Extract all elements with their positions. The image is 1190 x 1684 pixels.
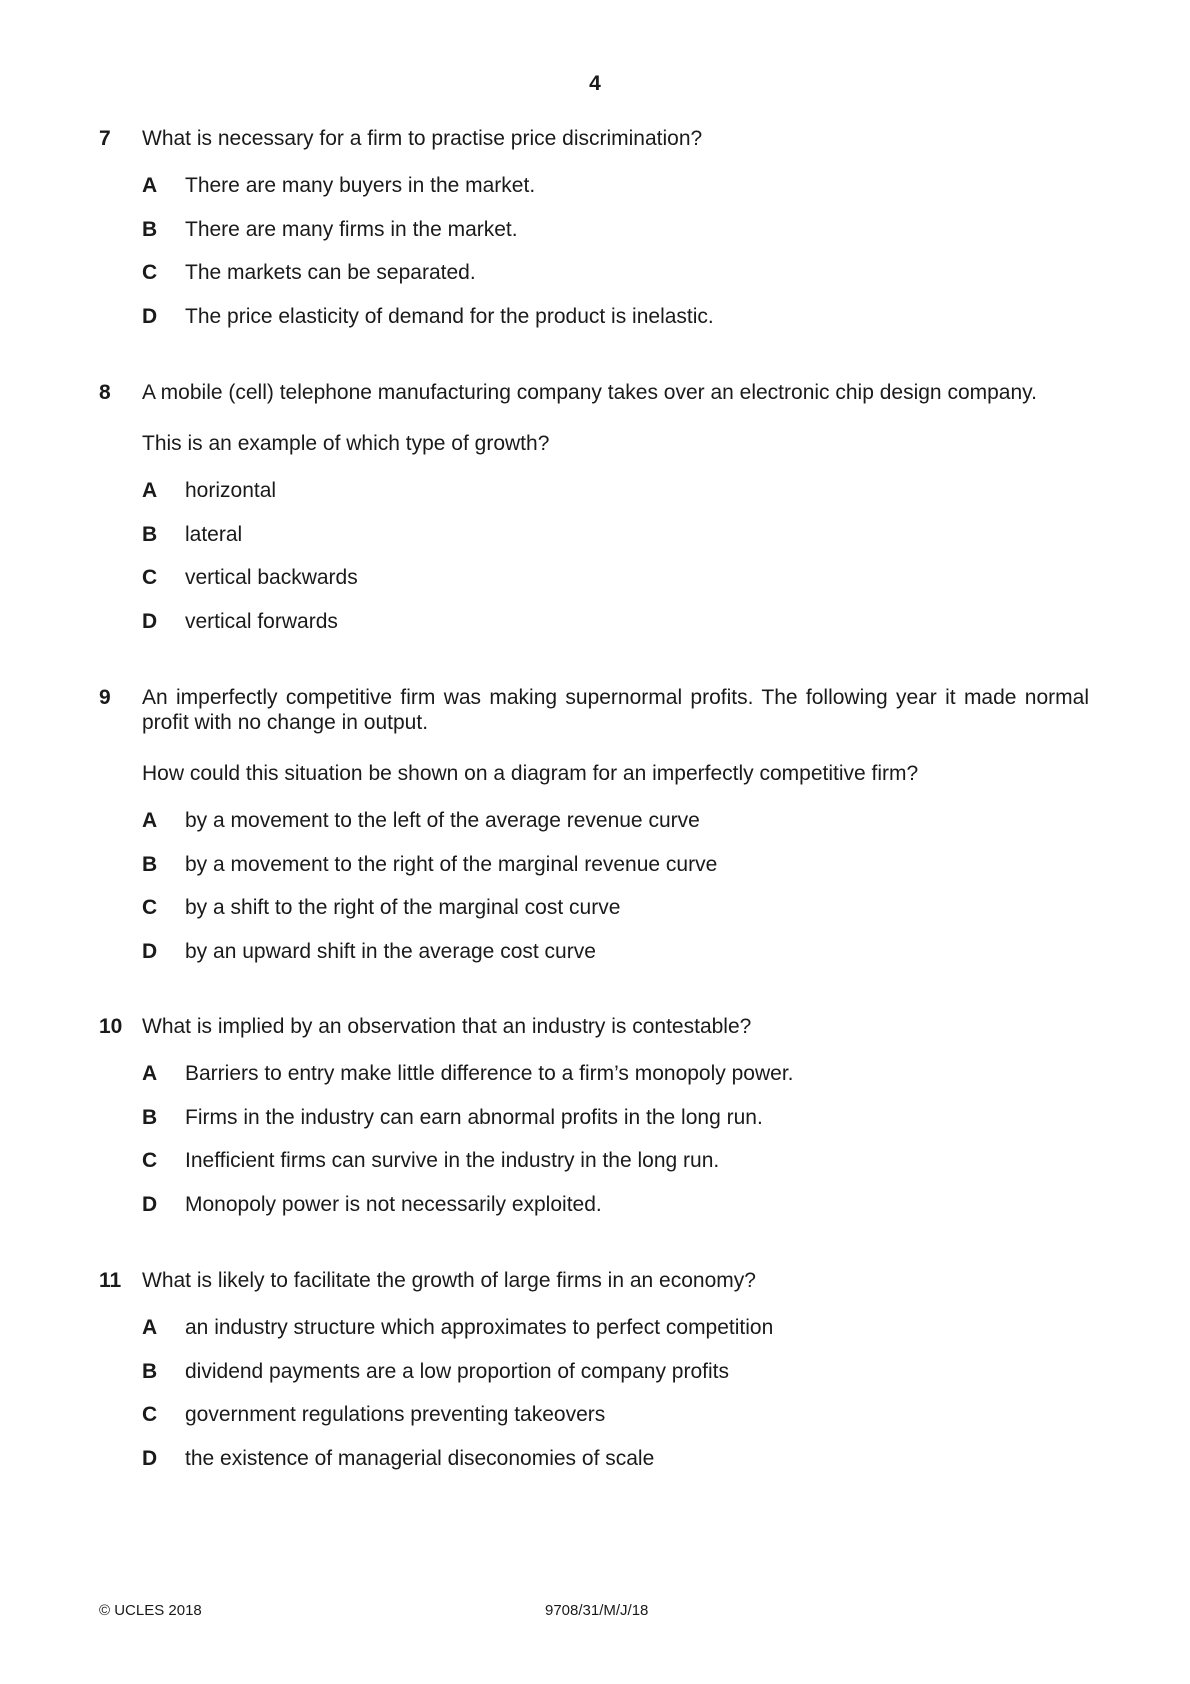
option-text: vertical backwards — [185, 566, 358, 589]
option-text: government regulations preventing takeovers — [185, 1403, 606, 1426]
option-text: by an upward shift in the average cost curve — [185, 939, 596, 963]
option-text: lateral — [185, 522, 243, 546]
option-letter: B — [142, 217, 158, 241]
question-number: 8 — [99, 381, 111, 404]
option-b — [142, 522, 1089, 547]
option-text: There are many buyers in the market. — [185, 174, 536, 197]
option-text: Inefficient firms can survive in the industry in the long run. — [185, 1149, 720, 1172]
question-text: A mobile (cell) telephone manufacturing company takes over an electronic chip design company. — [142, 381, 1037, 404]
option-c — [142, 260, 1089, 285]
option-letter: D — [142, 1192, 158, 1216]
option-text: by a shift to the right of the marginal cost curve — [185, 896, 621, 919]
option-text: horizontal — [185, 479, 277, 502]
option-b — [142, 852, 1089, 877]
option-letter: B — [142, 522, 158, 546]
footer-paper-code: 9708/31/M/J/18 — [545, 1602, 649, 1619]
answer-options — [142, 1061, 1089, 1217]
option-letter: D — [142, 1446, 158, 1470]
question-text: What is implied by an observation that an industry is contestable? — [142, 1015, 752, 1038]
option-letter: C — [142, 896, 158, 919]
option-text: There are many firms in the market. — [185, 217, 518, 241]
option-text: Monopoly power is not necessarily exploited. — [185, 1192, 602, 1216]
question-number: 7 — [99, 127, 111, 150]
question-text: What is likely to facilitate the growth of large firms in an economy? — [142, 1269, 756, 1292]
question-subtext: This is an example of which type of growth? — [142, 432, 550, 455]
option-text: by a movement to the left of the average revenue curve — [185, 809, 700, 832]
question-10 — [99, 1014, 1089, 1235]
question-stem — [99, 1014, 1089, 1039]
option-a — [142, 478, 1089, 503]
option-b — [142, 1359, 1089, 1384]
option-letter: B — [142, 1105, 158, 1129]
question-9 — [99, 685, 1089, 982]
option-letter: A — [142, 1316, 158, 1339]
answer-options — [142, 1315, 1089, 1471]
option-a — [142, 1061, 1089, 1086]
option-letter: C — [142, 1403, 158, 1426]
option-letter: C — [142, 566, 158, 589]
option-letter: D — [142, 609, 158, 633]
option-letter: A — [142, 1062, 158, 1085]
question-stem — [99, 1268, 1089, 1293]
option-d — [142, 939, 1089, 964]
option-text: vertical forwards — [185, 609, 338, 633]
option-text: the existence of managerial diseconomies of scale — [185, 1446, 655, 1470]
option-letter: A — [142, 174, 158, 197]
question-number: 9 — [99, 686, 111, 709]
option-c — [142, 565, 1089, 590]
question-number: 10 — [99, 1015, 123, 1038]
option-b — [142, 217, 1089, 242]
option-d — [142, 1446, 1089, 1471]
page-number: 4 — [589, 72, 601, 95]
option-letter: C — [142, 1149, 158, 1172]
question-8 — [99, 380, 1089, 652]
option-b — [142, 1105, 1089, 1130]
question-text: What is necessary for a firm to practise price discrimination? — [142, 127, 703, 150]
option-text: The price elasticity of demand for the product is inelastic. — [185, 304, 714, 328]
option-letter: A — [142, 479, 158, 502]
option-c — [142, 1402, 1089, 1427]
option-a — [142, 808, 1089, 833]
option-text: The markets can be separated. — [185, 261, 476, 284]
question-stem — [99, 685, 1089, 735]
option-text: an industry structure which approximates to perfect competition — [185, 1316, 774, 1339]
option-d — [142, 304, 1089, 329]
option-letter: D — [142, 939, 158, 963]
option-d — [142, 1192, 1089, 1217]
question-number: 11 — [99, 1269, 122, 1292]
question-stem — [99, 126, 1089, 151]
question-text: An imperfectly competitive firm was making supernormal profits. The following year it made normal profit with no change in output. — [142, 686, 1089, 734]
option-letter: B — [142, 1359, 158, 1383]
question-7 — [99, 126, 1089, 347]
option-letter: A — [142, 809, 158, 832]
answer-options — [142, 808, 1089, 964]
question-stem — [99, 380, 1089, 405]
option-text: Firms in the industry can earn abnormal profits in the long run. — [185, 1105, 763, 1129]
option-text: Barriers to entry make little difference to a firm’s monopoly power. — [185, 1062, 794, 1085]
option-text: by a movement to the right of the marginal revenue curve — [185, 852, 718, 876]
option-text: dividend payments are a low proportion of company profits — [185, 1359, 729, 1383]
option-c — [142, 1148, 1089, 1173]
question-11 — [99, 1268, 1089, 1489]
option-a — [142, 1315, 1089, 1340]
option-letter: D — [142, 304, 158, 328]
question-subtext: How could this situation be shown on a diagram for an imperfectly competitive firm? — [142, 762, 919, 785]
option-letter: C — [142, 261, 158, 284]
answer-options — [142, 173, 1089, 329]
option-c — [142, 895, 1089, 920]
answer-options — [142, 478, 1089, 634]
option-letter: B — [142, 852, 158, 876]
option-d — [142, 609, 1089, 634]
option-a — [142, 173, 1089, 198]
footer-copyright: © UCLES 2018 — [99, 1602, 202, 1619]
